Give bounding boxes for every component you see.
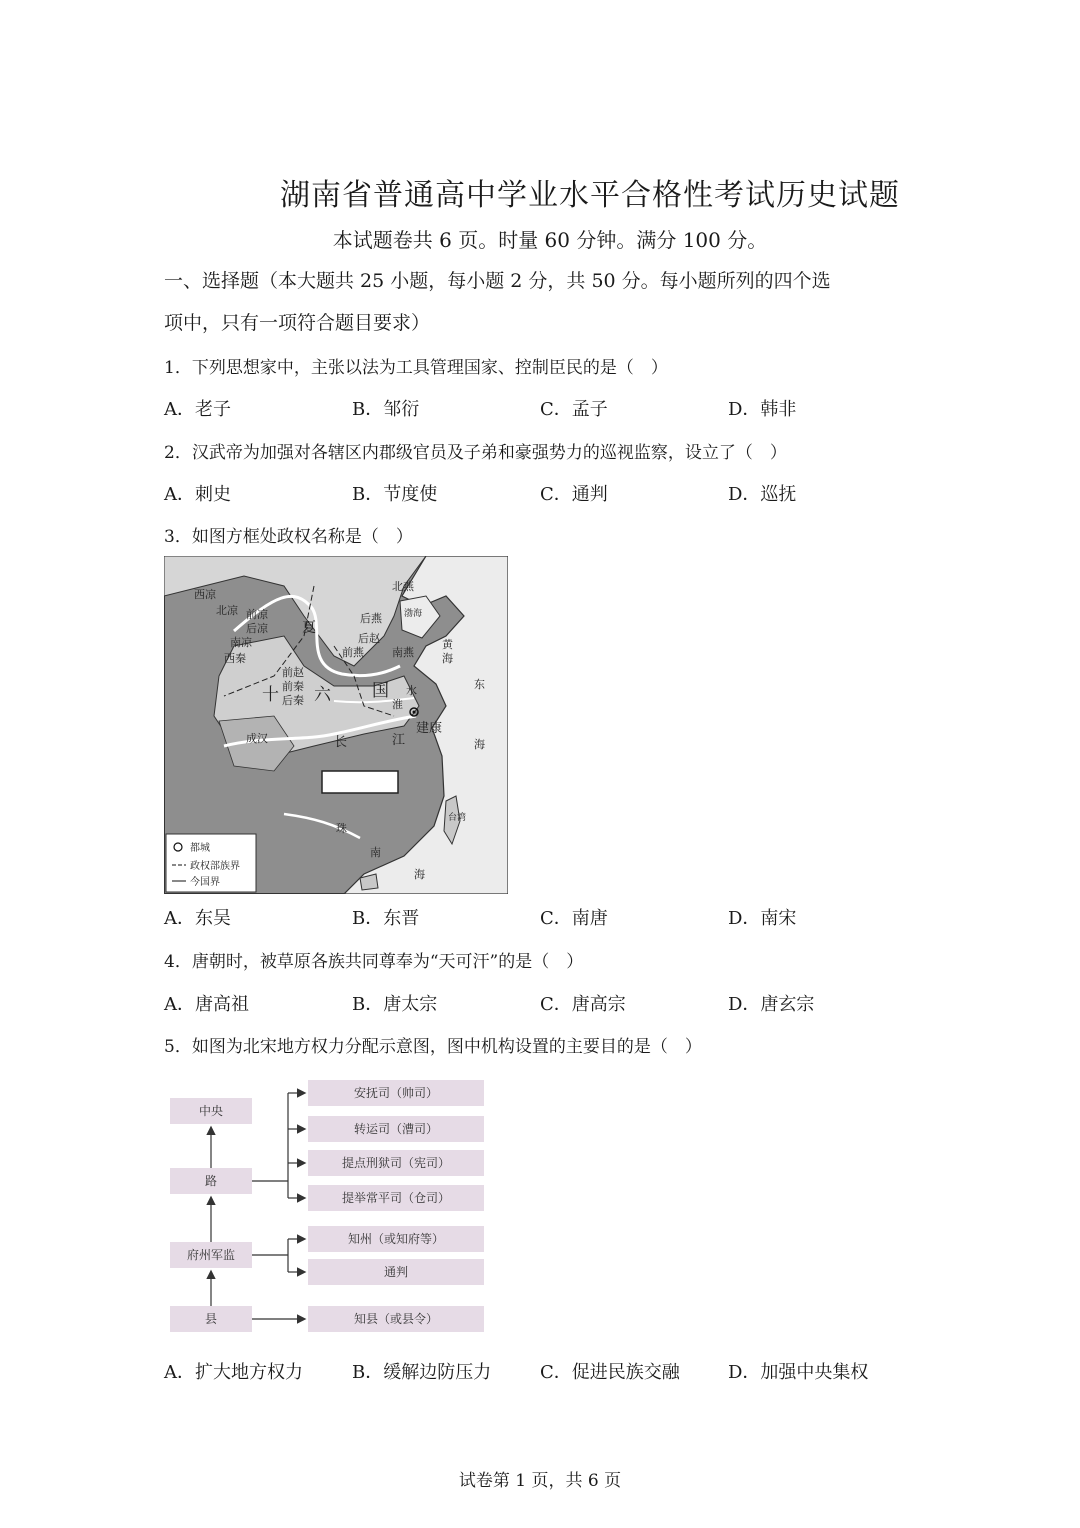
org-anfu: 安抚司（帅司） (353, 1086, 439, 1100)
exam-info: 本试题卷共 6 页。时量 60 分钟。满分 100 分。 (332, 228, 768, 252)
map-label: 成汉 (246, 732, 268, 745)
org-zhizhou: 知州（或知府等） (347, 1232, 445, 1246)
map-label: 南凉 (230, 636, 252, 649)
song-power-diagram (164, 1076, 494, 1338)
q2-option-a[interactable]: A．刺史 (164, 484, 231, 505)
map-label: 南燕 (392, 646, 414, 659)
q4-option-b[interactable]: B．唐太宗 (352, 994, 438, 1015)
map-label: 西秦 (224, 652, 246, 665)
map-label: 江 (392, 733, 406, 748)
q1-option-d[interactable]: D．韩非 (728, 399, 797, 420)
map-label: 前凉 (246, 608, 268, 621)
question-5: 5．如图为北宋地方权力分配示意图，图中机构设置的主要目的是（ ） (164, 1037, 702, 1057)
map-label: 建康 (416, 721, 443, 736)
q1-option-c[interactable]: C．孟子 (540, 399, 608, 420)
org-central: 中央 (198, 1104, 224, 1118)
map-label: 长 (334, 735, 348, 750)
map-label: 渤海 (404, 609, 423, 619)
q1-option-b[interactable]: B．邹衍 (352, 399, 420, 420)
q3-option-b[interactable]: B．东晋 (352, 908, 420, 929)
org-zhuanyun: 转运司（漕司） (353, 1122, 439, 1136)
q4-option-c[interactable]: C．唐高宗 (540, 994, 626, 1015)
map-label: 南 (370, 846, 381, 859)
q5-option-b[interactable]: B．缓解边防压力 (352, 1362, 492, 1383)
map-label: 台湾 (448, 813, 467, 823)
q3-option-d[interactable]: D．南宋 (728, 908, 797, 929)
map-label: 六 (314, 685, 331, 705)
legend-boundary: 政权部族界 (190, 861, 240, 872)
question-2: 2．汉武帝为加强对各辖区内郡级官员及子弟和豪强势力的巡视监察，设立了（ ） (164, 443, 787, 463)
map-label: 前燕 (342, 646, 364, 659)
question-1: 1．下列思想家中，主张以法为工具管理国家、控制臣民的是（ ） (164, 358, 668, 378)
section-heading-cont: 项中，只有一项符合题目要求） (164, 312, 431, 334)
map-label: 后凉 (246, 622, 268, 635)
q3-option-c[interactable]: C．南唐 (540, 908, 608, 929)
q5-option-a[interactable]: A．扩大地方权力 (164, 1362, 303, 1383)
map-label: 后赵 (358, 632, 380, 645)
map-label: 黄 (442, 638, 453, 651)
q4-option-a[interactable]: A．唐高祖 (164, 994, 249, 1015)
org-tidian: 提点刑狱司（宪司） (341, 1156, 451, 1170)
map-label: 北燕 (392, 580, 414, 593)
org-lu: 路 (204, 1174, 218, 1188)
map-label: 海 (442, 652, 453, 665)
q4-option-d[interactable]: D．唐玄宗 (728, 994, 815, 1015)
org-fuzhou: 府州军监 (186, 1248, 236, 1262)
map-label: 国 (372, 681, 389, 701)
q5-option-d[interactable]: D．加强中央集权 (728, 1362, 869, 1383)
org-tongpan: 通判 (383, 1265, 409, 1279)
map-label: 北凉 (216, 604, 238, 617)
q2-option-c[interactable]: C．通判 (540, 484, 608, 505)
legend-border: 今国界 (190, 877, 220, 888)
map-label: 东 (474, 678, 485, 691)
map-label: 海 (414, 868, 425, 881)
q2-option-d[interactable]: D．巡抚 (728, 484, 797, 505)
map-label: 前赵 (282, 666, 304, 679)
map-label: 海 (474, 738, 485, 751)
map-label: 淮 (392, 698, 403, 711)
map-label: 十 (262, 685, 279, 705)
org-tiju: 提举常平司（仓司） (341, 1191, 451, 1205)
q1-option-a[interactable]: A．老子 (164, 399, 231, 420)
map-label: 西凉 (194, 588, 216, 601)
org-xian: 县 (204, 1312, 218, 1326)
org-zhixian: 知县（或县令） (353, 1312, 439, 1326)
sixteen-kingdoms-map (164, 556, 508, 894)
q2-option-b[interactable]: B．节度使 (352, 484, 438, 505)
page-title: 湖南省普通高中学业水平合格性考试历史试题 (280, 178, 900, 213)
legend-capital: 都城 (190, 843, 210, 854)
map-label: 后燕 (360, 612, 382, 625)
map-label: 前秦 (282, 680, 304, 693)
question-3: 3．如图方框处政权名称是（ ） (164, 527, 413, 547)
q3-option-a[interactable]: A．东吴 (164, 908, 231, 929)
map-label: 后秦 (282, 694, 304, 707)
question-4: 4．唐朝时，被草原各族共同尊奉为“天可汗”的是（ ） (164, 952, 584, 972)
map-label: 夏 (302, 620, 316, 636)
map-label: 水 (406, 684, 417, 697)
q5-option-c[interactable]: C．促进民族交融 (540, 1362, 680, 1383)
map-label: 珠 (336, 822, 347, 835)
section-heading: 一、选择题（本大题共 25 小题，每小题 2 分，共 50 分。每小题所列的四个选 (164, 270, 831, 292)
page-footer: 试卷第 1 页，共 6 页 (458, 1471, 622, 1491)
